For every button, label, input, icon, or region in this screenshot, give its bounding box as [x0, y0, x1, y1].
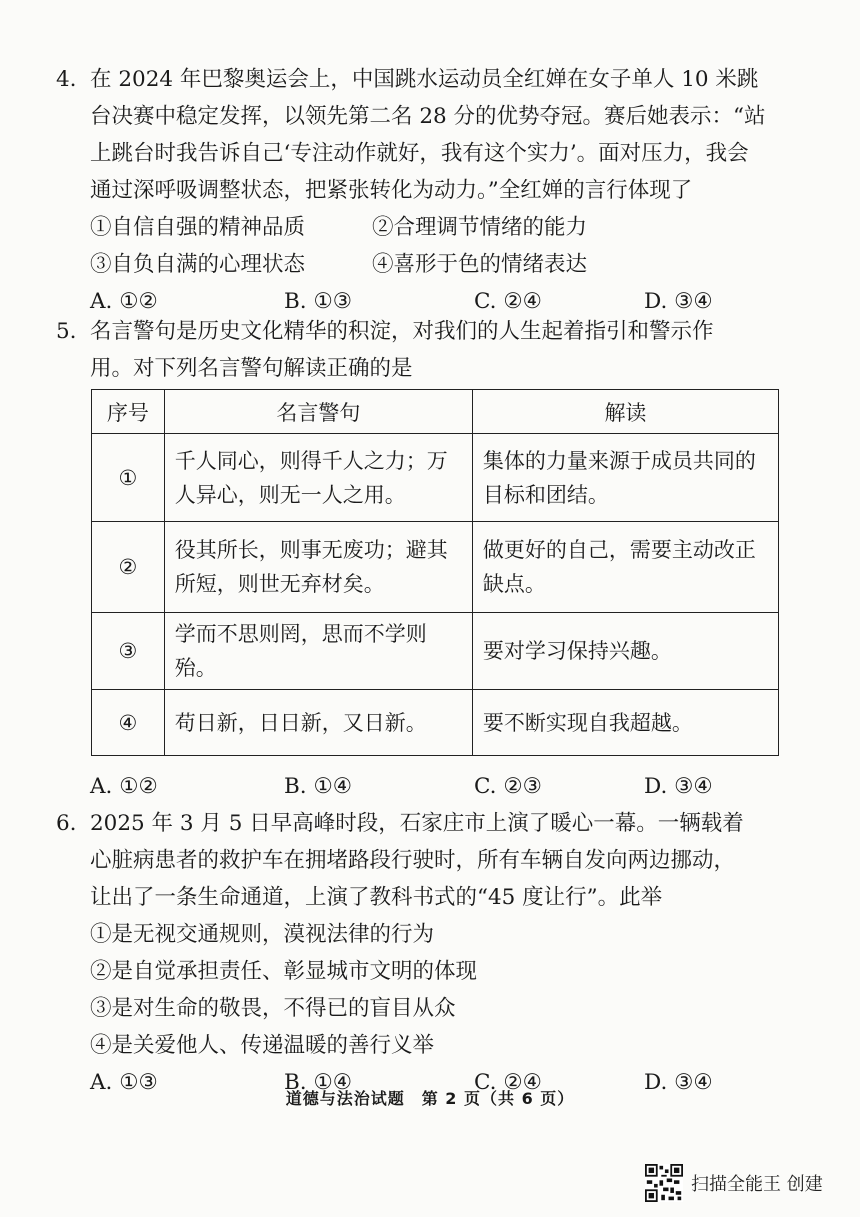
question-6-number: 6. [56, 811, 77, 836]
statement-3: ③是对生命的敬畏，不得已的盲目从众 [90, 996, 456, 1021]
option-b[interactable]: B. ①③ [284, 289, 353, 314]
question-4-statements-row [62, 209, 802, 246]
question-5-number: 5. [56, 319, 77, 344]
quotes-table [91, 389, 779, 756]
row-interpretation: 要对学习保持兴趣。 [482, 639, 672, 663]
option-a[interactable]: A. ①③ [90, 1070, 158, 1095]
option-b[interactable]: B. ①④ [284, 774, 353, 799]
row-quote: 学而不思则罔，思而不学则殆。 [174, 622, 427, 680]
statement-4: ④是关爱他人、传递温暖的善行义举 [90, 1033, 435, 1058]
option-d[interactable]: D. ③④ [644, 774, 713, 799]
row-interpretation: 要不断实现自我超越。 [482, 710, 693, 735]
row-quote: 苟日新，日日新，又日新。 [174, 710, 427, 735]
question-4-statements-row [62, 246, 802, 283]
scanner-watermark [645, 1163, 823, 1203]
option-d[interactable]: D. ③④ [644, 289, 713, 314]
row-number: ① [92, 434, 165, 522]
qr-code-icon [645, 1164, 683, 1202]
question-4-stem-line: 4. 在 2024 年巴黎奥运会上，中国跳水运动员全红婵在女子单人 10 米跳 [62, 61, 802, 98]
question-4-stem-line: 上跳台时我告诉自己‘专注动作就好，我有这个实力’。面对压力，我会 [90, 141, 749, 166]
question-5-stem-line: 用。对下列名言警句解读正确的是 [90, 356, 413, 381]
question-6 [56, 805, 802, 1101]
table-row [92, 690, 779, 756]
question-5 [56, 313, 802, 387]
header-interpretation: 解读 [472, 390, 778, 434]
table-header-row [92, 390, 779, 434]
statement-1: ①是无视交通规则，漠视法律的行为 [90, 922, 435, 947]
watermark-text: 扫描全能王 创建 [691, 1174, 823, 1195]
row-number: ② [92, 522, 165, 613]
statement-1: ①自信自强的精神品质 [90, 215, 306, 240]
row-quote: 千人同心，则得千人之力；万人异心，则无一人之用。 [174, 448, 448, 507]
row-number: ③ [92, 613, 165, 690]
question-4 [56, 61, 802, 320]
option-c[interactable]: C. ②④ [474, 1070, 542, 1095]
question-4-stem-line: 台决赛中稳定发挥，以领先第二名 28 分的优势夺冠。赛后她表示：“站 [90, 104, 766, 129]
question-6-stem-line: 6. 2025 年 3 月 5 日早高峰时段，石家庄市上演了暖心一幕。一辆载着 [62, 805, 802, 842]
statement-2: ②合理调节情绪的能力 [372, 215, 588, 240]
question-4-stem-line: 通过深呼吸调整状态，把紧张转化为动力。”全红婵的言行体现了 [90, 178, 693, 203]
header-quote: 名言警句 [164, 390, 472, 434]
option-b[interactable]: B. ①④ [284, 1070, 353, 1095]
question-5-options-wrap [62, 768, 802, 805]
table-row [92, 522, 779, 613]
statement-4: ④喜形于色的情绪表达 [372, 252, 588, 277]
row-interpretation: 集体的力量来源于成员共同的目标和团结。 [482, 448, 756, 507]
option-d[interactable]: D. ③④ [644, 1070, 713, 1095]
question-6-stem-line: 让出了一条生命通道，上演了教科书式的“45 度让行”。此举 [90, 885, 663, 910]
table-row [92, 434, 779, 522]
header-number: 序号 [92, 390, 165, 434]
question-4-number: 4. [56, 67, 77, 92]
table-row [92, 613, 779, 690]
option-a[interactable]: A. ①② [90, 289, 158, 314]
row-number: ④ [92, 690, 165, 756]
option-a[interactable]: A. ①② [90, 774, 158, 799]
statement-3: ③自负自满的心理状态 [90, 252, 306, 277]
page-footer: 道德与法治试题 第 2 页（共 6 页） [285, 1089, 575, 1108]
row-quote: 役其所长，则事无废功；避其所短，则世无弃材矣。 [174, 538, 448, 596]
statement-2: ②是自觉承担责任、彰显城市文明的体现 [90, 959, 478, 984]
option-c[interactable]: C. ②③ [474, 774, 542, 799]
row-interpretation: 做更好的自己，需要主动改正缺点。 [482, 538, 756, 596]
question-5-stem-line: 5. 名言警句是历史文化精华的积淀，对我们的人生起着指引和警示作 [62, 313, 802, 350]
question-6-stem-line: 心脏病患者的救护车在拥堵路段行驶时，所有车辆自发向两边挪动， [90, 848, 736, 873]
question-5-options [62, 768, 802, 805]
option-c[interactable]: C. ②④ [474, 289, 542, 314]
